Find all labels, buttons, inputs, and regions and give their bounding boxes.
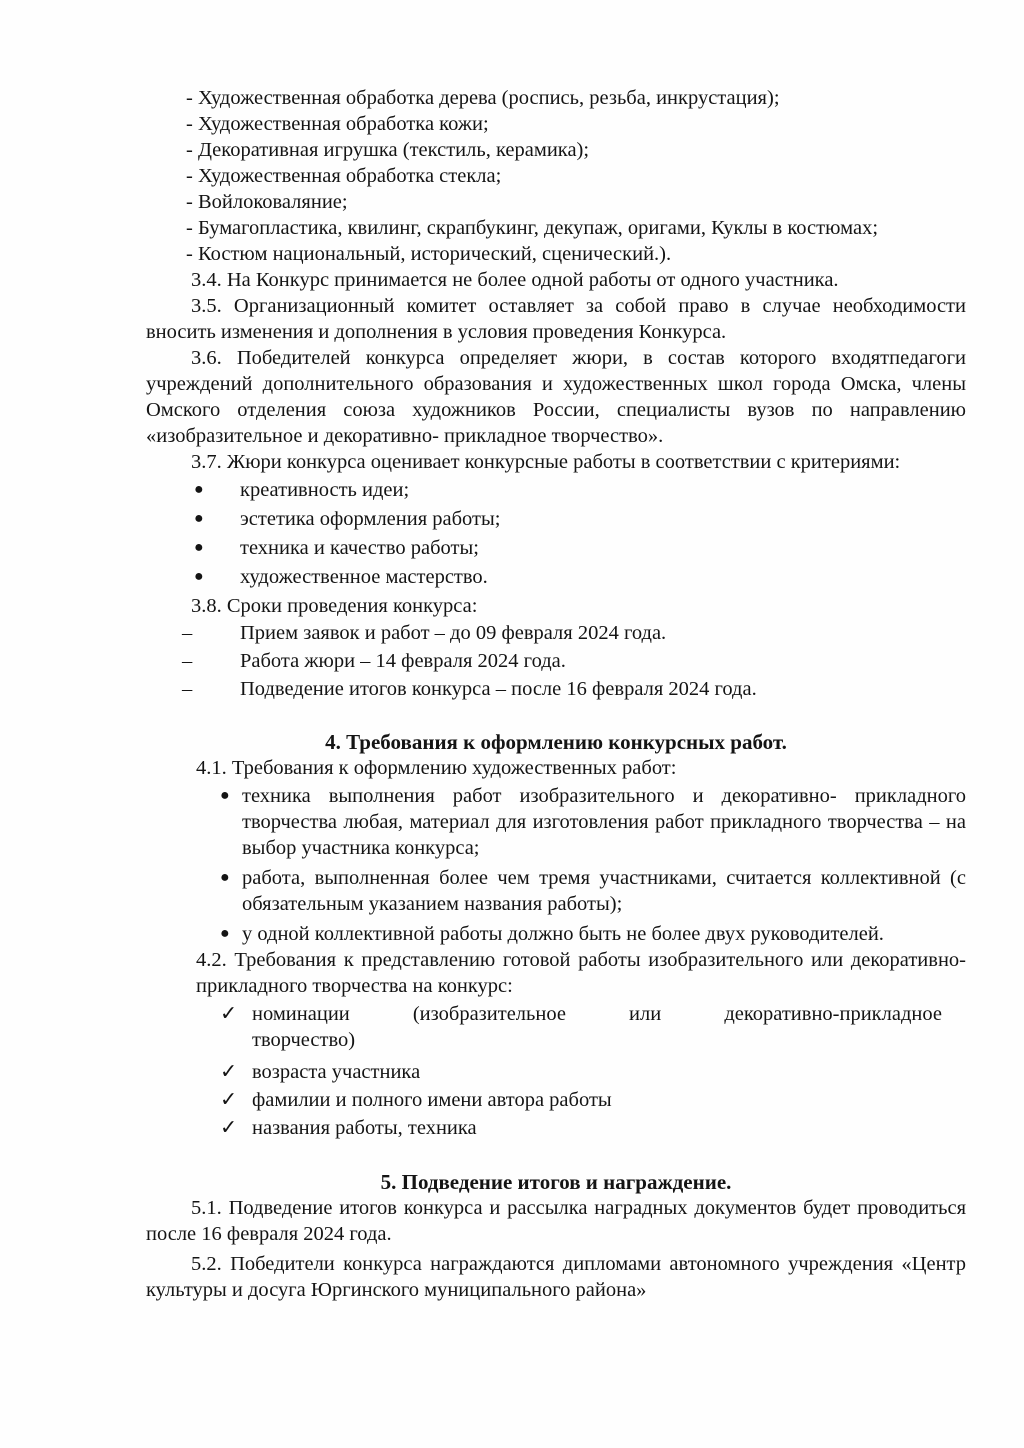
- check-text: возраста участника: [252, 1061, 421, 1083]
- list-item: [146, 647, 966, 675]
- paragraph-4-2: 4.2. Требования к представлению готовой работы изобразительного или декоративно-прикладного творчества на конкурс:: [196, 949, 966, 997]
- check-text: фамилии и полного имени автора работы: [252, 1089, 612, 1111]
- list-item: [146, 865, 966, 917]
- dates-list: [146, 619, 966, 703]
- dash-marker: –: [182, 650, 193, 672]
- paragraph-4-1: 4.1. Требования к оформлению художественных работ:: [196, 757, 677, 779]
- bullet-icon: ●: [194, 538, 204, 556]
- nomination-line: [252, 1001, 942, 1027]
- checkmark-icon: ✓: [220, 1089, 238, 1111]
- requirement-text: работа, выполненная более чем тремя участниками, считается коллективной (с обязательным указанием названия работы);: [242, 867, 966, 915]
- date-text: Работа жюри – 14 февраля 2024 года.: [240, 650, 566, 672]
- list-item: [146, 562, 966, 591]
- bullet-icon: ●: [220, 869, 230, 886]
- list-item: [146, 1001, 966, 1053]
- list-item: [146, 1087, 966, 1113]
- criteria-text: креативность идеи;: [240, 478, 410, 501]
- bullet-icon: ●: [194, 567, 204, 585]
- checklist: [146, 1001, 966, 1141]
- list-item: [146, 675, 966, 703]
- requirement-text: техника выполнения работ изобразительного и декоративно- прикладного творчества любая, материал для изготовления работ прикладного творчества – на выбор участника конкурса;: [242, 785, 966, 859]
- bullet-icon: ●: [194, 509, 204, 527]
- list-item: - Войлоковаляние;: [186, 191, 348, 213]
- check-word: (изобразительное: [412, 1003, 566, 1025]
- list-item: - Художественная обработка кожи;: [186, 113, 489, 135]
- list-item: - Костюм национальный, исторический, сценический.).: [186, 243, 672, 265]
- paragraph-3-8: 3.8. Сроки проведения конкурса:: [191, 595, 478, 617]
- list-item: [146, 533, 966, 562]
- list-item: [146, 504, 966, 533]
- checkmark-icon: ✓: [220, 1061, 238, 1083]
- criteria-text: эстетика оформления работы;: [240, 507, 501, 530]
- nomination-continuation: творчество): [252, 1029, 356, 1051]
- paragraph-3-6: 3.6. Победителей конкурса определяет жюри, в состав которого входятпедагоги учреждений дополнительного образования и художественных школ города Омска, члены Омского отделения союза художников России, специалисты вузов по направлению «изобразительное и декоративно- прикладное творчество».: [146, 347, 966, 447]
- checkmark-icon: ✓: [220, 1003, 238, 1025]
- dash-marker: –: [182, 622, 193, 644]
- list-item: - Декоративная игрушка (текстиль, керамика);: [186, 139, 590, 161]
- list-item: [146, 619, 966, 647]
- date-text: Подведение итогов конкурса – после 16 февраля 2024 года.: [240, 678, 757, 700]
- check-word: номинации: [252, 1003, 350, 1025]
- check-text: [252, 1001, 966, 1053]
- list-item: - Художественная обработка стекла;: [186, 165, 502, 187]
- list-item: - Художественная обработка дерева (роспись, резьба, инкрустация);: [186, 87, 780, 109]
- list-item: [146, 921, 966, 947]
- bullet-icon: ●: [220, 925, 230, 942]
- paragraph-3-4: 3.4. На Конкурс принимается не более одной работы от одного участника.: [191, 269, 839, 291]
- paragraph-5-1: 5.1. Подведение итогов конкурса и рассылка наградных документов будет проводиться после 16 февраля 2024 года.: [146, 1197, 966, 1245]
- section-4-heading: 4. Требования к оформлению конкурсных работ.: [325, 730, 787, 754]
- bullet-icon: ●: [194, 480, 204, 498]
- paragraph-5-2: 5.2. Победители конкурса награждаются дипломами автономного учреждения «Центр культуры и досуга Юргинского муниципального района»: [146, 1253, 966, 1301]
- requirement-text: у одной коллективной работы должно быть не более двух руководителей.: [242, 923, 884, 945]
- paragraph-3-5: 3.5. Организационный комитет оставляет за собой право в случае необходимости вносить изменения и дополнения в условия проведения Конкурса.: [146, 295, 966, 343]
- check-word: или: [629, 1003, 662, 1025]
- bullet-icon: ●: [220, 787, 230, 804]
- list-item: [146, 475, 966, 504]
- nomination-list: [146, 85, 966, 267]
- criteria-text: художественное мастерство.: [240, 565, 488, 588]
- document-body: [146, 85, 966, 1303]
- list-item: - Бумагопластика, квилинг, скрапбукинг, декупаж, оригами, Куклы в костюмах;: [186, 217, 879, 239]
- list-item: [146, 1059, 966, 1085]
- requirements-list: [146, 783, 966, 947]
- check-word: декоративно-прикладное: [724, 1003, 942, 1025]
- list-item: [146, 783, 966, 861]
- section-5-heading: 5. Подведение итогов и награждение.: [380, 1170, 732, 1194]
- criteria-list: [146, 475, 966, 591]
- date-text: Прием заявок и работ – до 09 февраля 2024 года.: [240, 622, 667, 644]
- criteria-text: техника и качество работы;: [240, 536, 479, 559]
- paragraph-3-7: 3.7. Жюри конкурса оценивает конкурсные работы в соответствии с критериями:: [191, 451, 901, 473]
- dash-marker: –: [182, 678, 193, 700]
- list-item: [146, 1115, 966, 1141]
- check-text: названия работы, техника: [252, 1117, 477, 1139]
- checkmark-icon: ✓: [220, 1117, 238, 1139]
